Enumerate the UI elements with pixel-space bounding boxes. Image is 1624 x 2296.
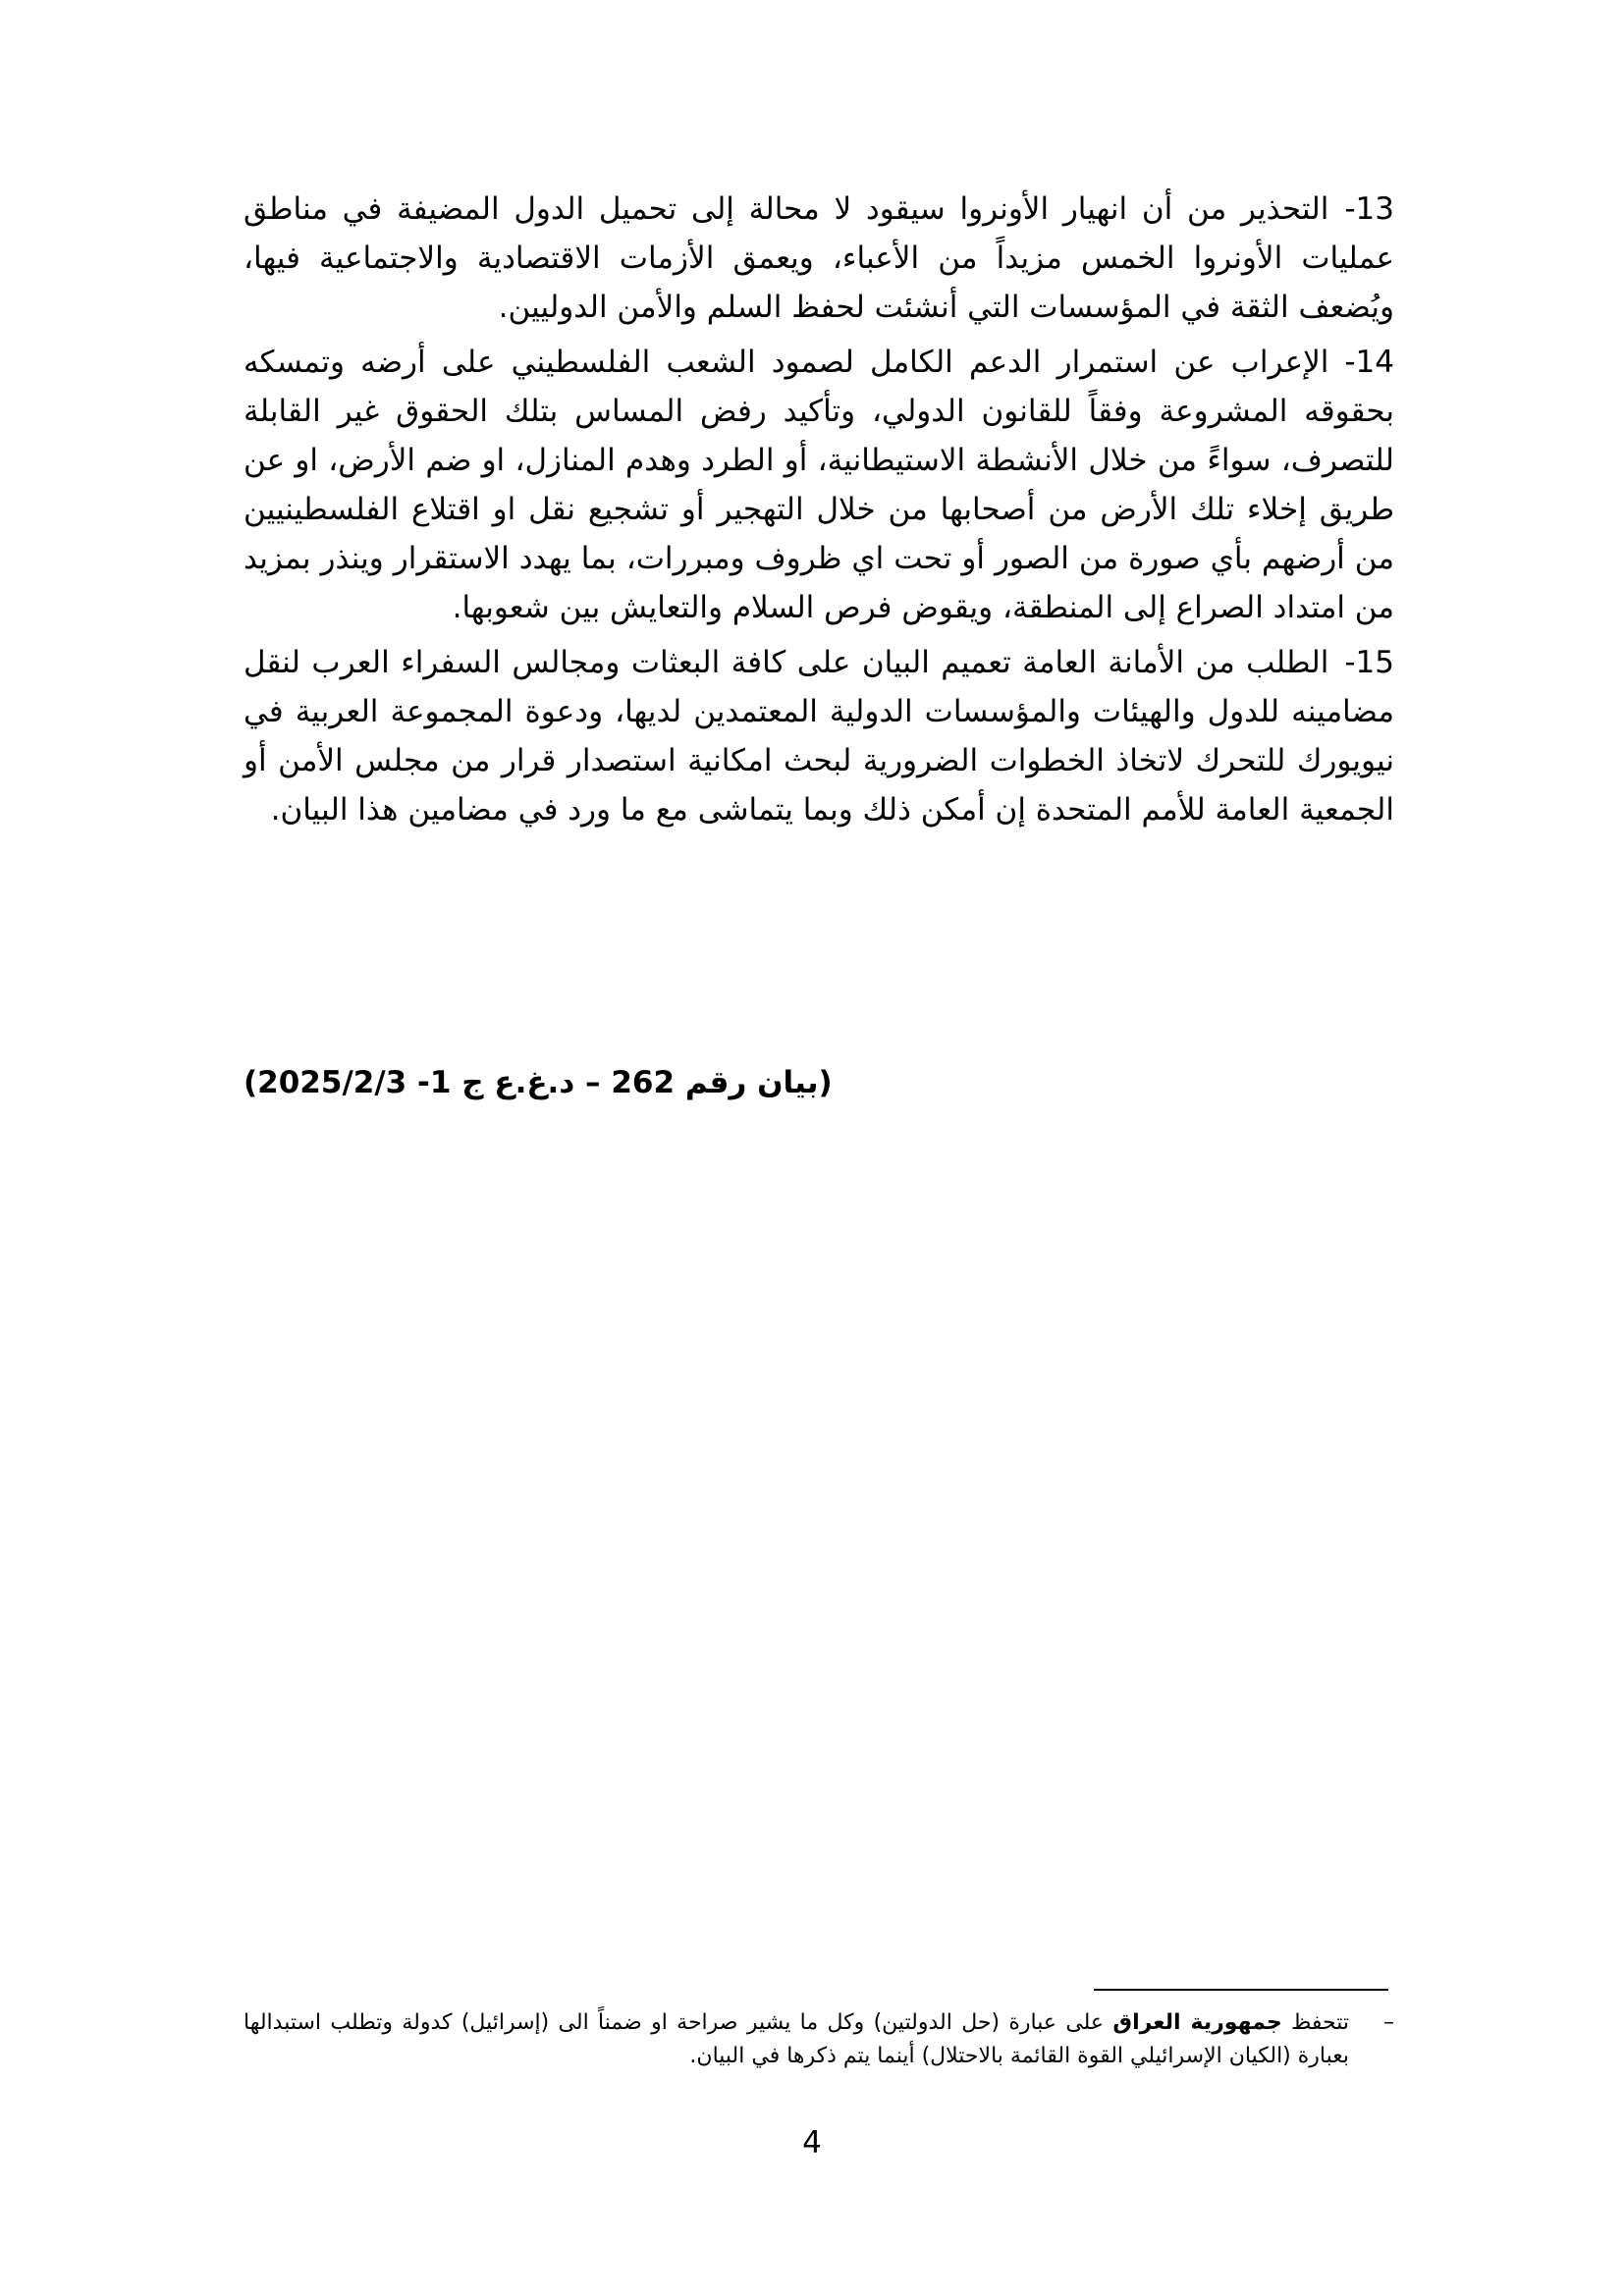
- footnote-text-rest: على عبارة (حل الدولتين) وكل ما يشير صراحة او ضمناً الى (إسرائيل) كدولة وتطلب استبدالها بعبارة (الكيان الإسرائيلي القوة القائمة بالاحتلال) أينما يتم ذكرها في البيان.: [244, 2010, 1349, 2068]
- statement-items: [244, 185, 1394, 840]
- list-item: [244, 185, 1394, 332]
- item-number: 15-: [1344, 645, 1394, 680]
- footnote-bold-country: جمهورية العراق: [1112, 2010, 1282, 2035]
- item-text: الإعراب عن استمرار الدعم الكامل لصمود الشعب الفلسطيني على أرضه وتمسكه بحقوقه المشروعة وفقاً للقانون الدولي، وتأكيد رفض المساس بتلك الحقوق غير القابلة للتصرف، سواءً من خلال الأنشطة الاستيطانية، أو الطرد وهدم المنازل، او ضم الأرض، او عن طريق إخلاء تلك الأرض من أصحابها من خلال التهجير أو تشجيع نقل او اقتلاع الفلسطينيين من أرضهم بأي صورة من الصور أو تحت اي ظروف ومبررات، بما يهدد الاستقرار وينذر بمزيد من امتداد الصراع إلى المنطقة، ويقوض فرص السلام والتعايش بين شعوبها.: [244, 345, 1394, 625]
- page-number: 4: [802, 2125, 822, 2161]
- footnote-separator: [1094, 1989, 1388, 1991]
- item-number: 14-: [1344, 345, 1394, 380]
- item-text: التحذير من أن انهيار الأونروا سيقود لا محالة إلى تحميل الدول المضيفة في مناطق عمليات الأونروا الخمس مزيداً من الأعباء، ويعمق الأزمات الاقتصادية والاجتماعية فيها، ويُضعف الثقة في المؤسسات التي أنشئت لحفظ السلم والأمن الدوليين.: [244, 191, 1394, 325]
- footnote-marker: –: [1383, 2010, 1394, 2035]
- list-item: [244, 638, 1394, 834]
- statement-reference: (بيان رقم 262 – د.غ.ع ج 1- 2025/2/3): [244, 1065, 833, 1100]
- list-item: [244, 338, 1394, 632]
- footnote-text: [244, 2006, 1349, 2073]
- item-number: 13-: [1344, 191, 1394, 227]
- footnote-text-lead: تتحفظ: [1281, 2010, 1350, 2035]
- item-text: الطلب من الأمانة العامة تعميم البيان على كافة البعثات ومجالس السفراء العرب لنقل مضامينه للدول والهيئات والمؤسسات الدولية المعتمدين لديها، ودعوة المجموعة العربية في نيويورك للتحرك لاتخاذ الخطوات الضرورية لبحث امكانية استصدار قرار من مجلس الأمن أو الجمعية العامة للأمم المتحدة إن أمكن ذلك وبما يتماشى مع ما ورد في مضامين هذا البيان.: [244, 645, 1394, 828]
- footnote: [244, 2006, 1394, 2073]
